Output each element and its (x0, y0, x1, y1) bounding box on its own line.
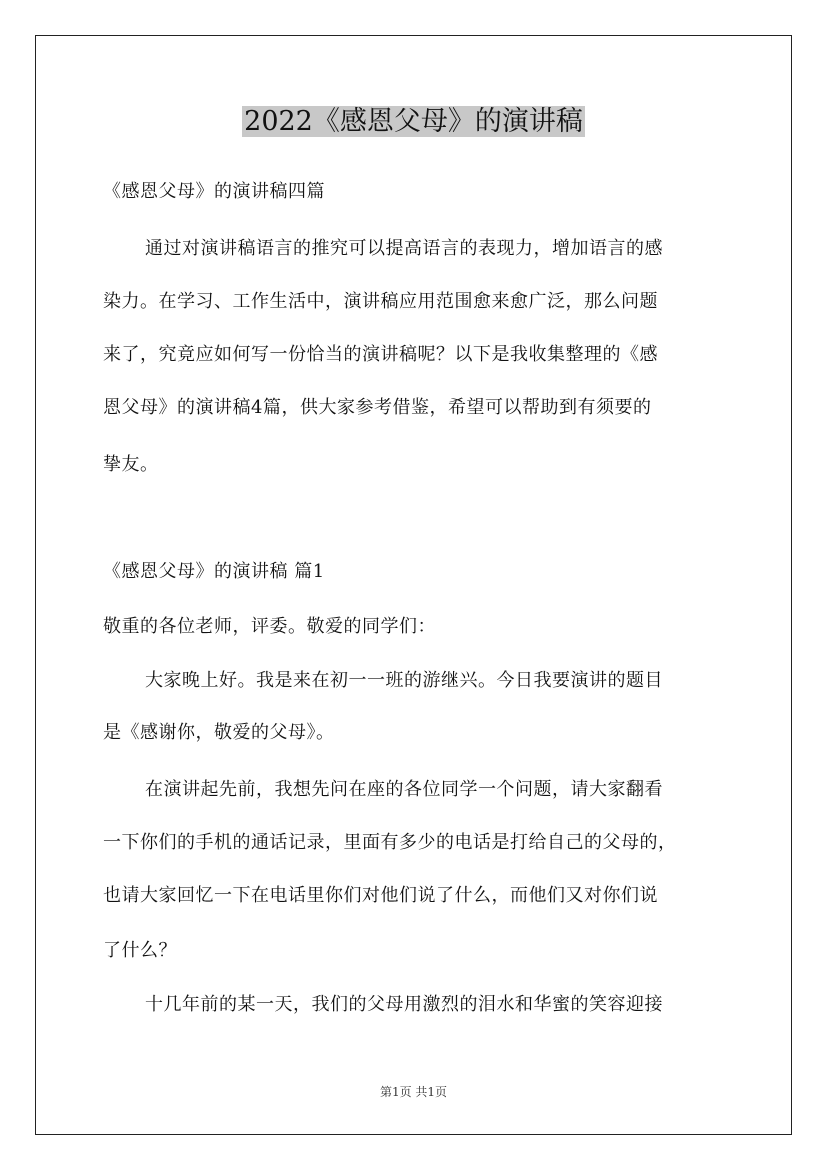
intro-line-4: 恩父母》的演讲稿4篇，供大家参考借鉴，希望可以帮助到有须要的 (103, 397, 652, 418)
body-line-2: 是《感谢你，敬爱的父母》。 (103, 722, 335, 743)
intro-line-2: 染力。在学习、工作生活中，演讲稿应用范围愈来愈广泛，那么问题 (103, 291, 658, 312)
page-footer: 第1页 共1页 (379, 1085, 448, 1099)
document-title-text: 2022《感恩父母》的演讲稿 (244, 106, 583, 137)
body-line-6: 了什么？ (103, 940, 177, 961)
section-heading: 《感恩父母》的演讲稿 篇1 (103, 561, 325, 582)
document-title (0, 100, 827, 144)
greeting-line: 敬重的各位老师，评委。敬爱的同学们： (103, 616, 436, 637)
body-line-4: 一下你们的手机的通话记录，里面有多少的电话是打给自己的父母的， (103, 832, 677, 853)
body-line-1: 大家晚上好。我是来在初一一班的游继兴。今日我要演讲的题目 (145, 670, 663, 691)
body-line-3: 在演讲起先前，我想先问在座的各位同学一个问题，请大家翻看 (145, 779, 663, 800)
body-line-5: 也请大家回忆一下在电话里你们对他们说了什么，而他们又对你们说 (103, 885, 658, 906)
intro-line-1: 通过对演讲稿语言的推究可以提高语言的表现力，增加语言的感 (145, 238, 663, 259)
body-line-7: 十几年前的某一天，我们的父母用激烈的泪水和华蜜的笑容迎接 (145, 994, 663, 1015)
document-subtitle: 《感恩父母》的演讲稿四篇 (103, 181, 325, 202)
intro-line-3: 来了，究竟应如何写一份恰当的演讲稿呢？以下是我收集整理的《感 (103, 344, 658, 365)
intro-line-5: 挚友。 (103, 454, 159, 475)
